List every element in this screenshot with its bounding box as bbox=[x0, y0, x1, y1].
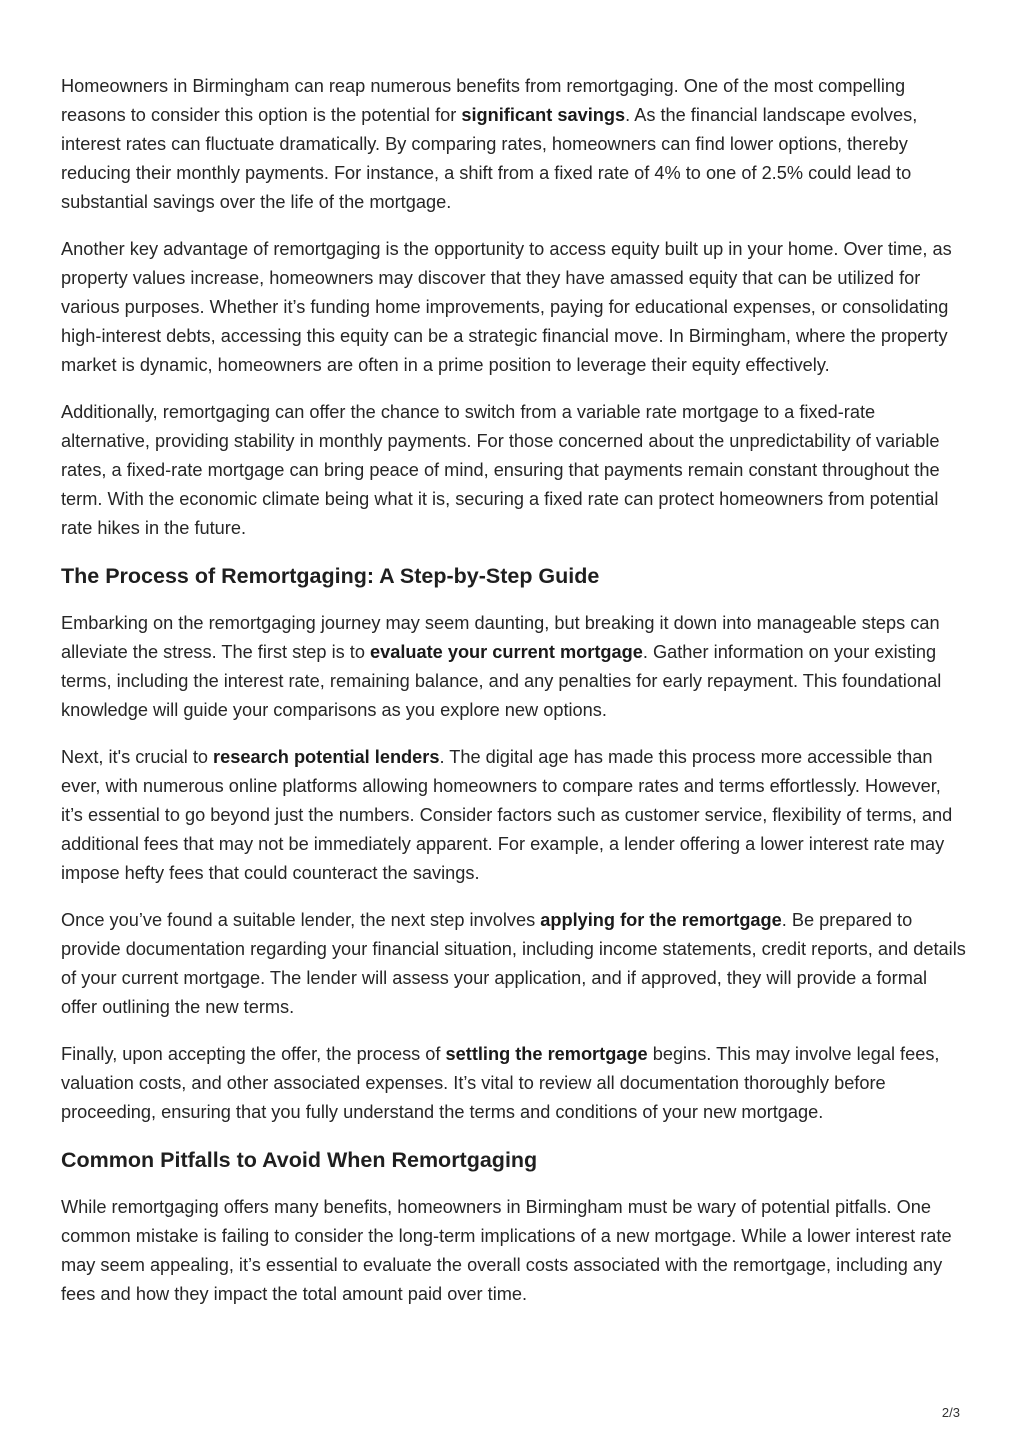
bold-phrase: applying for the remortgage bbox=[540, 910, 782, 930]
section-heading-pitfalls: Common Pitfalls to Avoid When Remortgaging bbox=[61, 1148, 538, 1172]
paragraph-text: Finally, upon accepting the offer, the process of bbox=[61, 1044, 446, 1064]
paragraph-apply-remortgage bbox=[61, 906, 966, 1022]
paragraph-text: . The digital age has made this process more accessible than ever, with numerous online platforms allowing homeowners to compare rates and terms effortlessly. However, it’s essential to go beyond just the numbers. Consider factors such as customer service, flexibility of terms, and additional fees that may not be immediately apparent. For example, a lender offering a lower interest rate may impose hefty fees that could counteract the savings. bbox=[61, 747, 953, 883]
paragraph-text: begins. This may involve legal fees, valuation costs, and other associated expenses. It’s vital to review all documentation thoroughly before proceeding, ensuring that you fully understand the terms and conditions of your new mortgage. bbox=[61, 1044, 940, 1122]
section-heading-process: The Process of Remortgaging: A Step-by-Step Guide bbox=[61, 564, 600, 588]
paragraph-benefits-savings bbox=[61, 72, 966, 217]
paragraph-fixed-rate: Additionally, remortgaging can offer the chance to switch from a variable rate mortgage to a fixed-rate alternative, providing stability in monthly payments. For those concerned about the unpredictability of variable rates, a fixed-rate mortgage can bring peace of mind, ensuring that payments remain constant throughout the term. With the economic climate being what it is, securing a fixed rate can protect homeowners from potential rate hikes in the future. bbox=[61, 402, 940, 538]
paragraph-text: Once you’ve found a suitable lender, the next step involves bbox=[61, 910, 541, 930]
paragraph-text: . Gather information on your existing terms, including the interest rate, remaining balance, and any penalties for early repayment. This foundational knowledge will guide your comparisons as you explore new options. bbox=[61, 642, 942, 720]
paragraph-text: Homeowners in Birmingham can reap numerous benefits from remortgaging. One of the most compelling reasons to consider this option is the potential for bbox=[61, 76, 906, 125]
document-body bbox=[61, 72, 966, 1327]
bold-phrase: evaluate your current mortgage bbox=[369, 642, 643, 662]
paragraph-text: . Be prepared to provide documentation regarding your financial situation, including income statements, credit reports, and details of your current mortgage. The lender will assess your application, and if approved, they will provide a formal offer outlining the new terms. bbox=[61, 910, 966, 1017]
paragraph-text: Next, it's crucial to bbox=[61, 747, 214, 767]
bold-phrase: settling the remortgage bbox=[445, 1044, 648, 1064]
bold-phrase: research potential lenders bbox=[213, 747, 440, 767]
paragraph-text: . As the financial landscape evolves, interest rates can fluctuate dramatically. By comparing rates, homeowners can find lower options, thereby reducing their monthly payments. For instance, a shift from a fixed rate of 4% to one of 2.5% could lead to substantial savings over the life of the mortgage. bbox=[61, 105, 918, 212]
paragraph-settle-remortgage bbox=[61, 1040, 966, 1127]
bold-phrase: significant savings bbox=[461, 105, 626, 125]
paragraph-equity: Another key advantage of remortgaging is the opportunity to access equity built up in your home. Over time, as property values increase, homeowners may discover that they have amassed equity that can be utilized for various purposes. Whether it’s funding home improvements, paying for educational expenses, or consolidating high-interest debts, accessing this equity can be a strategic financial move. In Birmingham, where the property market is dynamic, homeowners are often in a prime position to leverage their equity effectively. bbox=[61, 239, 952, 375]
paragraph-pitfalls: While remortgaging offers many benefits, homeowners in Birmingham must be wary of potential pitfalls. One common mistake is failing to consider the long-term implications of a new mortgage. While a lower interest rate may seem appealing, it’s essential to evaluate the overall costs associated with the remortgage, including any fees and how they impact the total amount paid over time. bbox=[61, 1197, 952, 1304]
page-number: 2/3 bbox=[941, 1405, 960, 1420]
paragraph-evaluate-mortgage bbox=[61, 609, 966, 725]
paragraph-text: Embarking on the remortgaging journey may seem daunting, but breaking it down into manageable steps can alleviate the stress. The first step is to bbox=[61, 613, 940, 662]
paragraph-research-lenders bbox=[61, 743, 966, 888]
